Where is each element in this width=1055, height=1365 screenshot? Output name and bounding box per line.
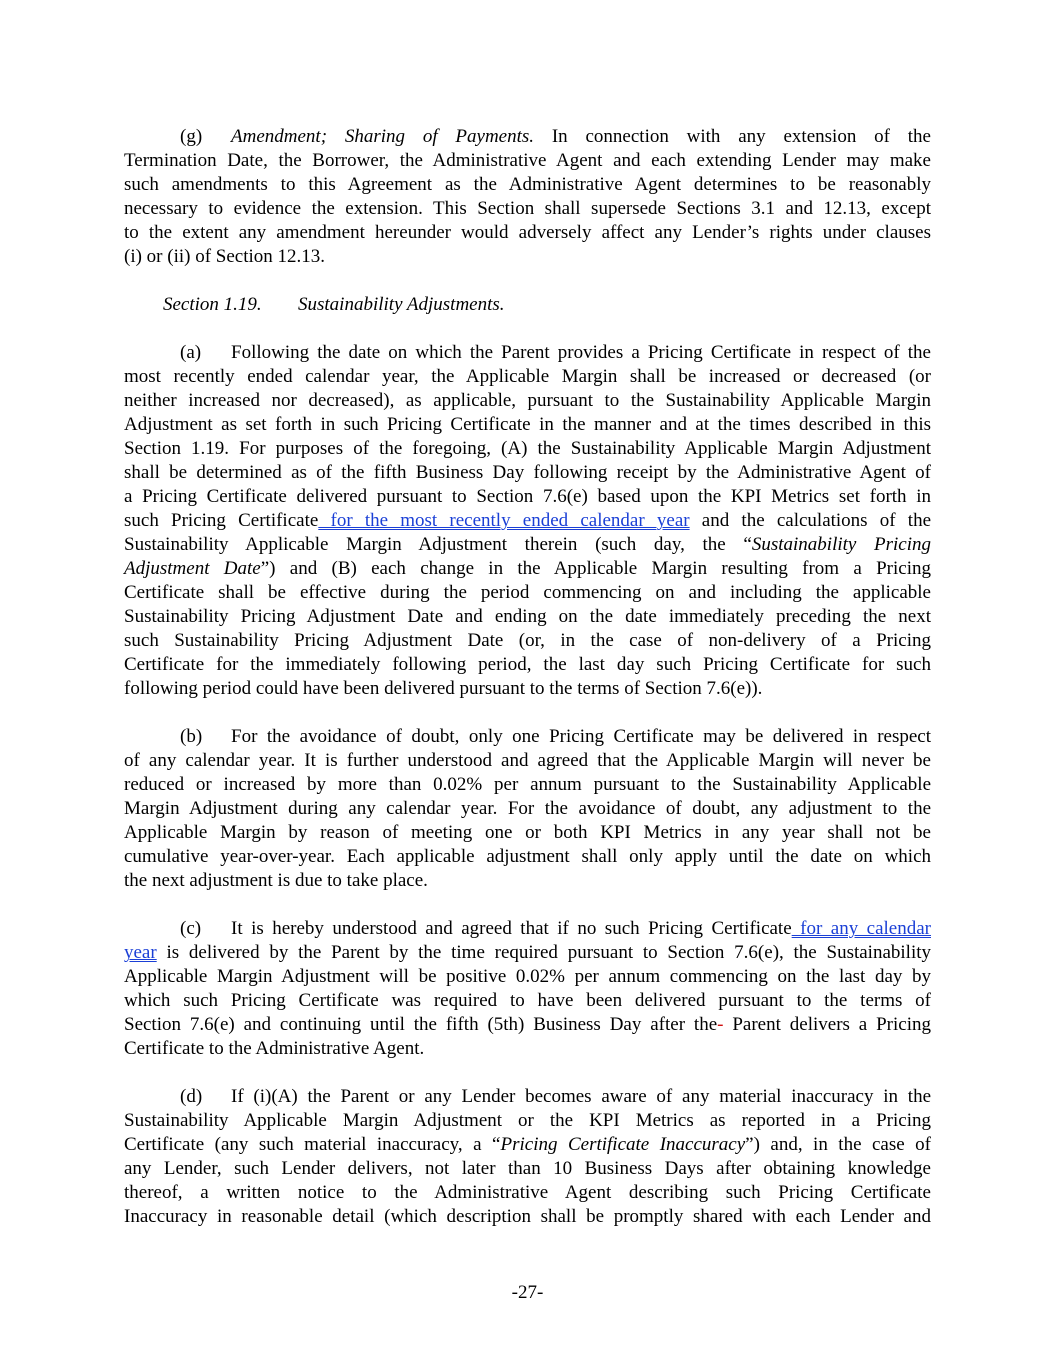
heading-line — [124, 293, 931, 317]
text-line — [124, 221, 931, 245]
text-line — [124, 965, 931, 989]
text: Section 7.6(e) and continuing until the fifth (5th) Business Day after the — [124, 1014, 718, 1035]
text: It is hereby understood and agreed that if no such Pricing Certificate — [231, 918, 792, 939]
text-line — [124, 245, 931, 269]
text: which such Pricing Certificate was required to have been delivered pursuant to the terms of — [124, 990, 931, 1011]
text: Inaccuracy in reasonable detail (which description shall be promptly shared with each Lender and — [124, 1206, 931, 1227]
text: Certificate to the Administrative Agent. — [124, 1038, 425, 1059]
text: cumulative year-over-year. Each applicable adjustment shall only apply until the date on which — [124, 846, 931, 867]
text: most recently ended calendar year, the Applicable Margin shall be increased or decreased (or — [124, 366, 931, 387]
text: Certificate shall be effective during the period commencing on and including the applicable — [124, 582, 931, 603]
text-line — [124, 869, 931, 893]
text-line — [124, 389, 931, 413]
text: Sustainability Pricing Adjustment Date and ending on the date immediately preceding the next — [124, 606, 931, 627]
text-line — [124, 725, 931, 749]
text: If (i)(A) the Parent or any Lender becomes aware of any material inaccuracy in the — [231, 1086, 931, 1107]
text: to the extent any amendment hereunder would adversely affect any Lender’s rights under clauses — [124, 222, 931, 243]
italic-text: Adjustment Date — [124, 558, 261, 579]
paragraph-label: (c) — [180, 918, 202, 939]
text: reduced or increased by more than 0.02% per annum pursuant to the Sustainability Applicable — [124, 774, 931, 795]
text: Sustainability Applicable Margin Adjustment therein (such day, the “ — [124, 534, 752, 555]
text: such Pricing Certificate — [124, 510, 319, 531]
text: Adjustment as set forth in such Pricing Certificate in the manner and at the times described in this — [124, 414, 931, 435]
text-line — [124, 581, 931, 605]
text-line — [124, 1013, 931, 1037]
text-line — [124, 653, 931, 677]
text: necessary to evidence the extension. This Section shall supersede Sections 3.1 and 12.13, except — [124, 198, 931, 219]
text-line — [124, 1109, 931, 1133]
text: Applicable Margin Adjustment will be positive 0.02% per annum commencing on the last day by — [124, 966, 931, 987]
italic-text: Pricing Certificate Inaccuracy — [500, 1134, 746, 1155]
text-line — [124, 341, 931, 365]
text-line — [124, 845, 931, 869]
italic-text: Sustainability Pricing — [751, 534, 931, 555]
text: Margin Adjustment during any calendar year. For the avoidance of doubt, any adjustment to the — [124, 798, 931, 819]
text: shall be determined as of the fifth Business Day following receipt by the Administrative Agent of — [124, 462, 931, 483]
text: and the calculations of the — [689, 510, 932, 531]
text-line — [124, 1157, 931, 1181]
text: Certificate (any such material inaccuracy, a “ — [124, 1134, 501, 1155]
text-line — [124, 1085, 931, 1109]
text-line — [124, 509, 931, 533]
text: any Lender, such Lender delivers, not later than 10 Business Days after obtaining knowledge — [124, 1158, 931, 1179]
paragraph-label: (g) — [180, 126, 203, 147]
paragraph-label: (d) — [180, 1086, 203, 1107]
section-heading — [124, 293, 931, 317]
paragraph-d — [124, 1085, 931, 1229]
text: Sustainability Applicable Margin Adjustment or the KPI Metrics as reported in a Pricing — [124, 1110, 931, 1131]
text: neither increased nor decreased), as applicable, pursuant to the Sustainability Applicable Margin — [124, 390, 931, 411]
text-line — [124, 365, 931, 389]
text-line — [124, 533, 931, 557]
text: thereof, a written notice to the Administrative Agent describing such Pricing Certificate — [124, 1182, 931, 1203]
text-line — [124, 149, 931, 173]
text-line — [124, 413, 931, 437]
text-line — [124, 749, 931, 773]
text-line — [124, 557, 931, 581]
text-line — [124, 773, 931, 797]
text: In connection with any extension of the — [534, 126, 931, 147]
text: is delivered by the Parent by the time required pursuant to Section 7.6(e), the Sustainability — [156, 942, 931, 963]
text-line — [124, 485, 931, 509]
page-number: -27- — [511, 1282, 544, 1303]
paragraph-a — [124, 341, 931, 701]
italic-text: Amendment; Sharing of Payments. — [231, 126, 535, 147]
text: ”) and, in the case of — [745, 1134, 931, 1155]
text-line — [124, 989, 931, 1013]
text: Termination Date, the Borrower, the Administrative Agent and each extending Lender may make — [124, 150, 931, 171]
text: such Sustainability Pricing Adjustment Date (or, in the case of non-delivery of a Pricing — [124, 630, 931, 651]
text-line — [124, 797, 931, 821]
text-line — [124, 941, 931, 965]
text: Section 1.19. For purposes of the foregoing, (A) the Sustainability Applicable Margin Adjustment — [124, 438, 931, 459]
text: ”) and (B) each change in the Applicable Margin resulting from a Pricing — [260, 558, 931, 579]
text: (i) or (ii) of Section 12.13. — [124, 246, 326, 267]
deleted-text: - — [717, 1014, 724, 1035]
text-line — [124, 437, 931, 461]
paragraph-b — [124, 725, 931, 893]
text-line — [124, 461, 931, 485]
inserted-text: for the most recently ended calendar year — [318, 510, 690, 531]
inserted-text: for any calendar — [791, 918, 931, 939]
section-number: Section 1.19. — [163, 294, 262, 315]
text-line — [124, 125, 931, 149]
text-line — [124, 197, 931, 221]
inserted-text: year — [124, 942, 157, 963]
text-line — [124, 677, 931, 701]
text-line — [124, 605, 931, 629]
text: For the avoidance of doubt, only one Pricing Certificate may be delivered in respect — [231, 726, 931, 747]
text-line — [124, 1133, 931, 1157]
text-line — [124, 1037, 931, 1061]
text-line — [124, 1205, 931, 1229]
section-title: Sustainability Adjustments. — [298, 294, 505, 315]
document-body — [124, 125, 931, 1253]
text-line — [124, 917, 931, 941]
text-line — [124, 821, 931, 845]
paragraph-c — [124, 917, 931, 1061]
text: following period could have been delivered pursuant to the terms of Section 7.6(e)). — [124, 678, 763, 699]
text-line — [124, 1181, 931, 1205]
text: Parent delivers a Pricing — [723, 1014, 931, 1035]
paragraph-label: (a) — [180, 342, 202, 363]
paragraph-g — [124, 125, 931, 269]
text: the next adjustment is due to take place. — [124, 870, 428, 891]
paragraph-label: (b) — [180, 726, 203, 747]
text-line — [124, 173, 931, 197]
text-line — [124, 629, 931, 653]
text: such amendments to this Agreement as the Administrative Agent determines to be reasonably — [124, 174, 931, 195]
text: Applicable Margin by reason of meeting one or both KPI Metrics in any year shall not be — [124, 822, 931, 843]
text: Following the date on which the Parent provides a Pricing Certificate in respect of the — [231, 342, 931, 363]
text: Certificate for the immediately following period, the last day such Pricing Certificate for such — [124, 654, 931, 675]
text: of any calendar year. It is further understood and agreed that the Applicable Margin will never be — [124, 750, 931, 771]
text: a Pricing Certificate delivered pursuant to Section 7.6(e) based upon the KPI Metrics set forth in — [124, 486, 931, 507]
